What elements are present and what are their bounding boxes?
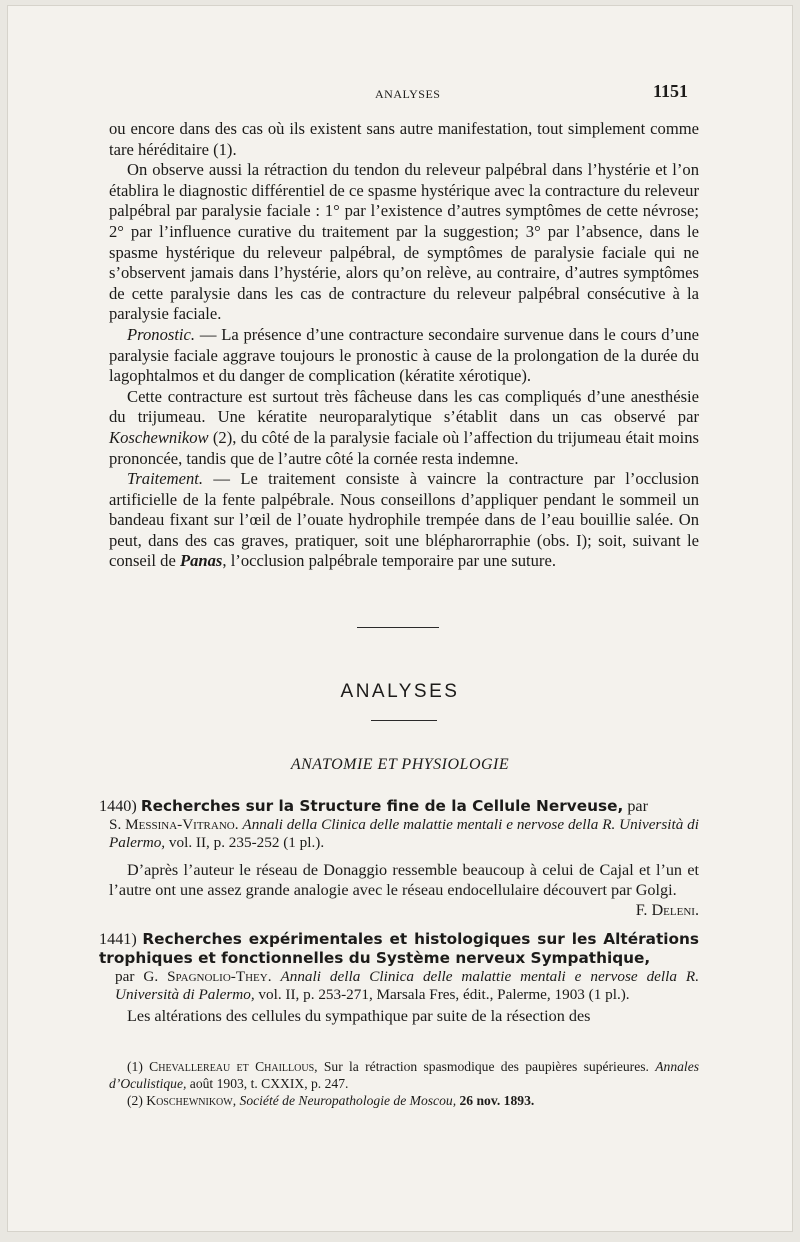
paragraph-4-text-a: Cette contracture est surtout très fâcheuse dans les cas compliqués d’une anesthésie du trijumeau. Une kératite neuroparalytique s’établit dans un cas observé par (109, 386, 699, 427)
entry-heading (99, 796, 699, 816)
footnote-journal: Société de Neuropathologie de Moscou, (236, 1093, 457, 1108)
paragraph-4-text-b: (2), du côté de la paralysie faciale où l’affection du trijumeau était moins prononcée, tandis que de l’autre côté la cornée resta indemne. (109, 427, 699, 468)
entry-par: par (627, 797, 648, 815)
footnote-author: Koschewnikow, (146, 1093, 237, 1108)
footnote-authors: Chevallereau et Chaillous, (149, 1059, 318, 1074)
entry-journal: Annali della Clinica delle malattie mentali e nervose della R. Università di Palermo, (115, 968, 699, 1003)
paragraph-4 (109, 387, 699, 469)
footnote-1 (109, 1058, 699, 1092)
divider (357, 627, 439, 628)
traitement-label: Traitement. (127, 469, 204, 489)
footnote-marker: (1) (127, 1059, 150, 1074)
entry-number: 1440) (99, 797, 137, 815)
footnote-marker: (2) (127, 1093, 147, 1108)
paragraph-5-text-b: , l’occlusion palpébrale temporaire par une suture. (222, 551, 556, 571)
pronostic-label: Pronostic. (127, 324, 196, 344)
entry-ref-details: vol. II, p. 253-271, Marsala Fres, édit., Palerme, 1903 (1 pl.). (254, 986, 630, 1003)
entry-reference (99, 816, 699, 852)
entry-1441 (99, 930, 699, 1026)
entry-author: G. Spagnolio-They. (143, 968, 272, 985)
entry-author: S. Messina-Vitrano. (109, 816, 239, 833)
section-heading: ANATOMIE ET PHYSIOLOGIE (290, 756, 510, 773)
entry-signature: F. Deleni. (635, 901, 699, 919)
footnotes (109, 1058, 699, 1109)
entry-reference (99, 968, 699, 1004)
footnote-journal: Annales d’Oculistique, (109, 1059, 700, 1091)
entry-body: D’après l’auteur le réseau de Donaggio ressemble beaucoup à celui de Cajal et l’un et l’autre ont une assez grande analogie avec le réseau endocellulaire découvert par Golgi. (109, 861, 699, 899)
entry-heading (99, 930, 699, 968)
footnote-text: août 1903, t. CXXIX, p. 247. (186, 1076, 349, 1091)
body-text (109, 119, 699, 572)
author-name: Panas (179, 551, 223, 571)
paragraph-2: On observe aussi la rétraction du tendon du releveur palpébral dans l’hystérie et l’on établira le diagnostic différentiel de ce spasme hystérique avec la contracture du releveur palpébral par paralysie faciale : 1° par l’existence d’autres symptômes de cette névrose; 2° par l’influence curative du traitement par la suggestion; 3° par l’absence, dans le spasme hystérique du releveur palpébral, de symptômes de paralysie faciale qui ne s’observent jamais dans l’hystérie, alors qu’on relève, au contraire, d’autres symptômes de cette paralysie dans les cas de contracture du releveur palpébral consécutive à la paralysie faciale. (109, 160, 699, 324)
entry-title: Recherches sur la Structure fine de la Cellule Nerveuse, (140, 797, 624, 815)
entry-1440 (99, 796, 699, 920)
entry-par: par (115, 968, 135, 985)
analysis-entries (99, 796, 699, 1036)
pronostic-text: — La présence d’une contracture secondaire survenue dans le cours d’une paralysie faciale aggrave toujours le pronostic à cause de la prolongation de la durée du lagophtalmos et du danger de complication (kératite xérotique). (109, 324, 699, 386)
divider (371, 720, 437, 721)
page-number: 1151 (653, 81, 689, 101)
analyses-heading: ANALYSES (340, 681, 460, 702)
paragraph-1: ou encore dans des cas où ils existent sans autre manifestation, tout simplement comme tare héréditaire (1). (109, 119, 699, 159)
page (7, 5, 793, 1232)
author-name: Koschewnikow (109, 427, 209, 447)
entry-body: Les altérations des cellules du sympathique par suite de la résection des (127, 1007, 591, 1025)
entry-journal: Annali della Clinica delle malattie mentali e nervose della R. Università di Palermo, (109, 816, 699, 851)
entry-number: 1441) (99, 930, 137, 948)
paragraph-3 (109, 325, 699, 387)
paragraph-5-text-a: — Le traitement consiste à vaincre la contracture par l’occlusion artificielle de la fente palpébrale. Nous conseillons d’appliquer pendant le sommeil un bandeau fixant sur l’œil de l’ouate hydrophile trempée dans de l’eau bouillie salée. On peut, dans des cas graves, pratiquer, soit une blépharorraphie (obs. I); soit, suivant le conseil de (109, 469, 699, 571)
entry-title: Recherches expérimentales et histologiques sur les Altérations trophiques et fonctionnelles du Système nerveux Sympathique, (99, 930, 700, 967)
footnote-text: 26 nov. 1893. (456, 1093, 535, 1108)
paragraph-5 (109, 469, 699, 572)
running-title: ANALYSES (375, 87, 441, 101)
footnote-2 (109, 1092, 699, 1109)
footnote-text: Sur la rétraction spasmodique des paupières supérieures. (317, 1059, 656, 1074)
entry-ref-details: vol. II, p. 235-252 (1 pl.). (165, 834, 325, 851)
